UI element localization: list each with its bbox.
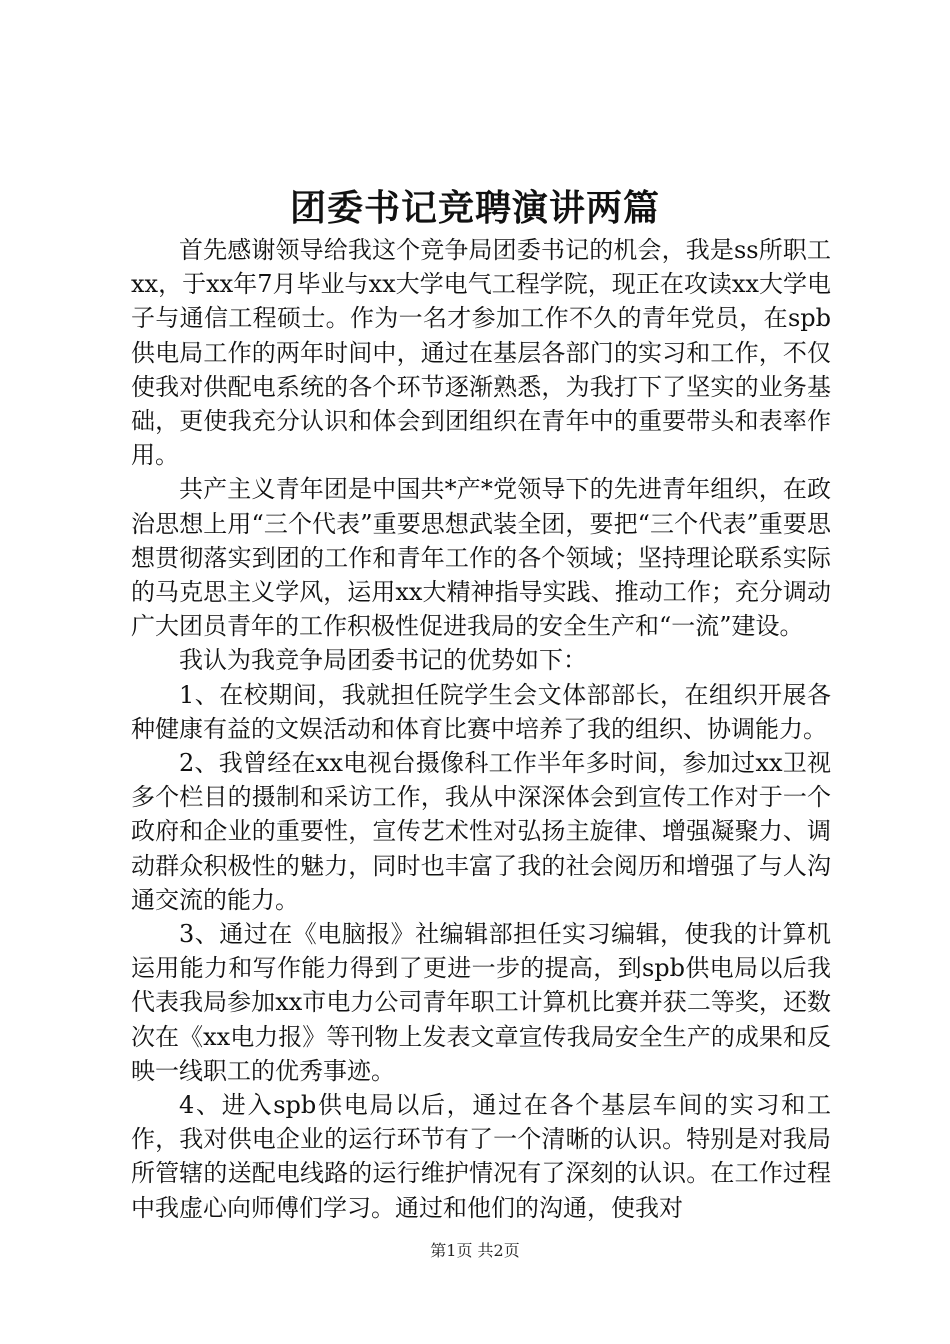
paragraph: 我认为我竞争局团委书记的优势如下：	[179, 646, 587, 675]
paragraph: 4、进入spb供电局以后，通过在各个基层车间的实习和工作，我对供电企业的运行环节有了一个清晰的认识。特别是对我局所管辖的送配电线路的运行维护情况有了深刻的认识。在工作过程中我虚心向师傅们学习。通过和他们的沟通，使我对	[131, 1091, 831, 1222]
paragraph: 1、在校期间，我就担任院学生会文体部部长，在组织开展各种健康有益的文娱活动和体育比赛中培养了我的组织、协调能力。	[131, 680, 831, 743]
document-body	[131, 233, 831, 1225]
document-title: 团委书记竞聘演讲两篇	[289, 187, 660, 229]
paragraph: 共产主义青年团是中国共*产*党领导下的先进青年组织，在政治思想上用“三个代表”重要思想武装全团，要把“三个代表”重要思想贯彻落实到团的工作和青年工作的各个领域；坚持理论联系实际的马克思主义学风，运用xx大精神指导实践、推动工作；充分调动广大团员青年的工作积极性促进我局的安全生产和“一流”建设。	[131, 475, 831, 641]
paragraph: 3、通过在《电脑报》社编辑部担任实习编辑，使我的计算机运用能力和写作能力得到了更进一步的提高，到spb供电局以后我代表我局参加xx市电力公司青年职工计算机比赛并获二等奖，还数次在《xx电力报》等刊物上发表文章宣传我局安全生产的成果和反映一线职工的优秀事迹。	[131, 920, 831, 1085]
page-number-footer: 第1页 共2页	[430, 1241, 520, 1260]
paragraph: 首先感谢领导给我这个竞争局团委书记的机会，我是ss所职工xx，于xx年7月毕业与xx大学电气工程学院，现正在攻读xx大学电子与通信工程硕士。作为一名才参加工作不久的青年党员，在spb供电局工作的两年时间中，通过在基层各部门的实习和工作，不仅使我对供配电系统的各个环节逐渐熟悉，为我打下了坚实的业务基础，更使我充分认识和体会到团组织在青年中的重要带头和表率作用。	[131, 236, 831, 470]
paragraph: 2、我曾经在xx电视台摄像科工作半年多时间，参加过xx卫视多个栏目的摄制和采访工作，我从中深深体会到宣传工作对于一个政府和企业的重要性，宣传艺术性对弘扬主旋律、增强凝聚力、调动群众积极性的魅力，同时也丰富了我的社会阅历和增强了与人沟通交流的能力。	[131, 749, 831, 914]
